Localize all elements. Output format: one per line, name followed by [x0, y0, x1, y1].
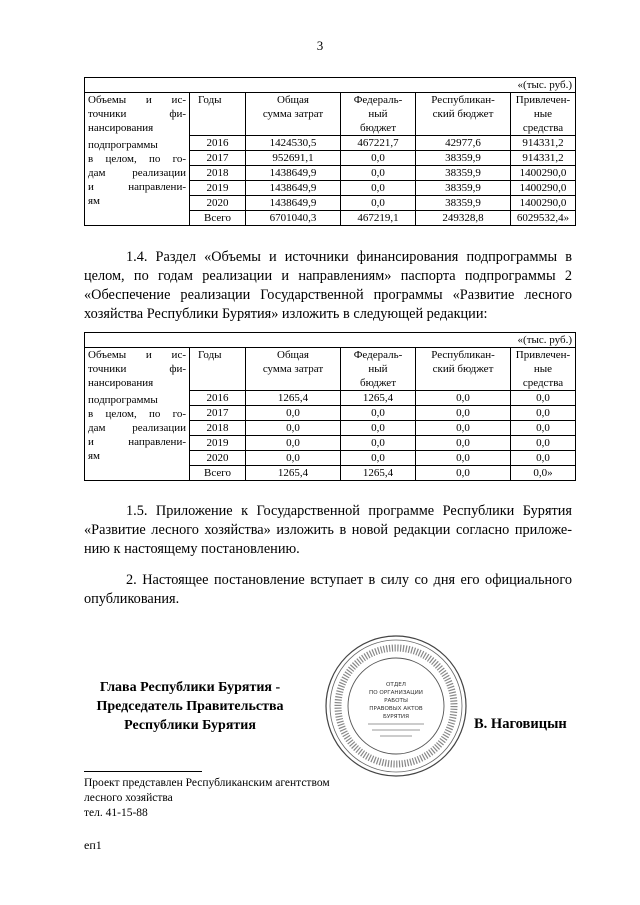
col-total: Общая сумма затрат	[246, 93, 341, 136]
header-row	[85, 348, 576, 391]
document-code: еп1	[84, 838, 102, 852]
col-years: Годы	[190, 93, 246, 136]
table-row-total: Всего 6701040,3 467219,1 249328,8 6029532,4»	[85, 211, 576, 226]
col-federal: Федераль- ный бюджет	[341, 93, 416, 136]
signatory-name: В. Наговицын	[474, 716, 567, 732]
unit-label: «(тыс. руб.)	[85, 78, 576, 93]
seal-text: ПРАВОВЫХ АКТОВ	[369, 706, 423, 712]
signatory-title: Глава Республики Бурятия - Председатель Правительства Республики Бурятия	[96, 680, 284, 733]
header-row	[85, 93, 576, 136]
unit-row	[85, 333, 576, 348]
funding-table-1	[84, 77, 576, 226]
table-row: 2017 0,0 0,0 0,0 0,0	[85, 406, 576, 421]
official-seal-icon	[322, 632, 470, 780]
table-row: 2018 0,0 0,0 0,0 0,0	[85, 421, 576, 436]
seal-text: ПО ОРГАНИЗАЦИИ	[369, 690, 423, 696]
unit-row	[85, 78, 576, 93]
table-row: 2020 0,0 0,0 0,0 0,0	[85, 451, 576, 466]
table-row: 2018 1438649,9 0,0 38359,9 1400290,0	[85, 166, 576, 181]
col-republic: Республикан- ский бюджет	[416, 348, 511, 391]
col-years: Годы	[190, 348, 246, 391]
footnote-divider	[84, 771, 202, 772]
col-federal: Федераль- ный бюджет	[341, 348, 416, 391]
paragraph-1-5: 1.5. Приложение к Государственной программе Республики Бурятия «Развитие лесного хозяйства» изложить в новой редакции согласно приложе- нию к настоящему постановлению.	[84, 503, 572, 557]
footnote: Проект представлен Республиканским агентством лесного хозяйства тел. 41-15-88	[84, 777, 330, 819]
unit-label: «(тыс. руб.)	[85, 333, 576, 348]
paragraph-1-4: 1.4. Раздел «Объемы и источники финансирования подпрограммы в целом, по годам реализации и направлениям» паспорта подпрограммы 2 «Обеспечение реализации Государственной программы «Развитие лесного хозяйства Республики Бурятия» изложить в следующей редакции:	[84, 249, 572, 322]
col-attracted: Привлечен- ные средства	[511, 348, 576, 391]
section-label: Объемы и ис- точники фи- нансирования подпрограммы в целом, по го- дам реализации и направлени- ям	[85, 348, 190, 481]
seal-text: ОТДЕЛ	[386, 682, 406, 688]
table-row: 2017 952691,1 0,0 38359,9 914331,2	[85, 151, 576, 166]
table-row: 2016 1265,4 1265,4 0,0 0,0	[85, 391, 576, 406]
seal-text: БУРЯТИЯ	[383, 714, 409, 720]
col-republic: Республикан- ский бюджет	[416, 93, 511, 136]
col-attracted: Привлечен- ные средства	[511, 93, 576, 136]
section-label: Объемы и ис- точники фи- нансирования подпрограммы в целом, по го- дам реализации и направлени- ям	[85, 93, 190, 226]
seal-text: РАБОТЫ	[384, 698, 408, 704]
table-row-total: Всего 1265,4 1265,4 0,0 0,0»	[85, 466, 576, 481]
table-row: 2016 1424530,5 467221,7 42977,6 914331,2	[85, 136, 576, 151]
table-row: 2020 1438649,9 0,0 38359,9 1400290,0	[85, 196, 576, 211]
funding-table-2	[84, 332, 576, 481]
paragraph-2: 2. Настоящее постановление вступает в силу со дня его официального опубликования.	[84, 572, 572, 607]
page-number: 3	[316, 38, 324, 53]
table-row: 2019 0,0 0,0 0,0 0,0	[85, 436, 576, 451]
table-row: 2019 1438649,9 0,0 38359,9 1400290,0	[85, 181, 576, 196]
col-total: Общая сумма затрат	[246, 348, 341, 391]
